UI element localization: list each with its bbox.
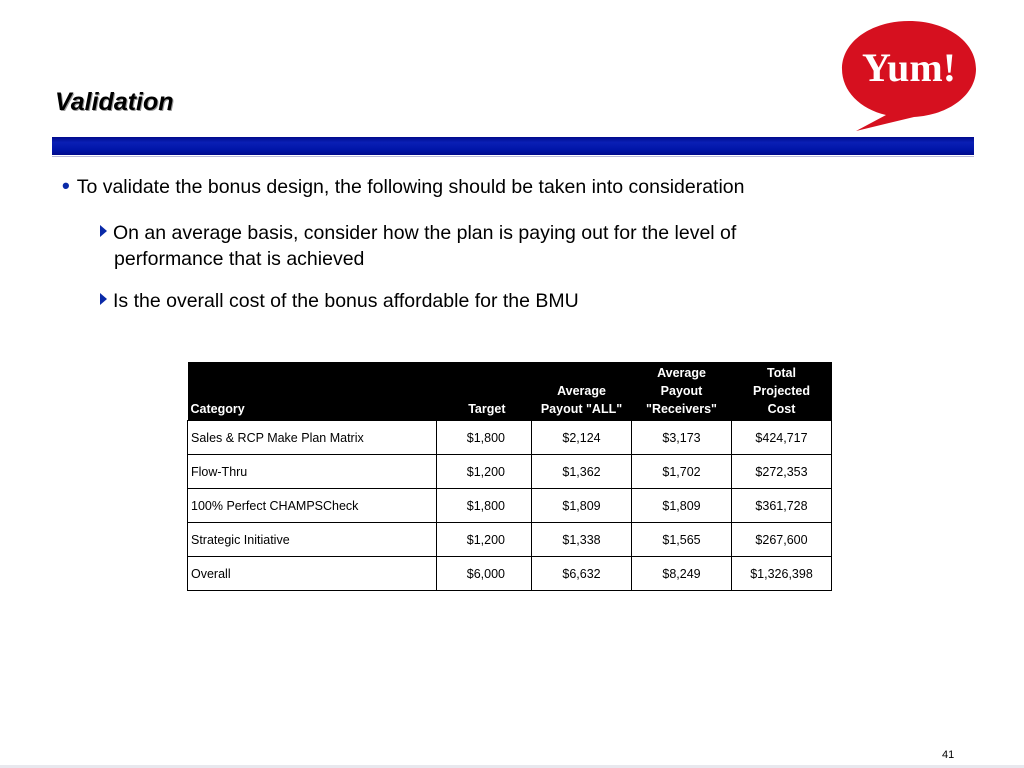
cell-average-all: $2,124	[532, 421, 632, 455]
cell-total-cost: $272,353	[732, 455, 832, 489]
header-total-projected-cost: Total Projected Cost	[732, 362, 832, 421]
header-average-payout-receivers: Average Payout "Receivers"	[632, 362, 732, 421]
cell-average-receivers: $3,173	[632, 421, 732, 455]
cell-total-cost: $1,326,398	[732, 557, 832, 591]
cell-target: $1,200	[437, 455, 532, 489]
table-row	[188, 523, 832, 557]
main-bullet-text: To validate the bonus design, the following should be taken into consideration	[76, 176, 745, 198]
table-row	[188, 489, 832, 523]
table-row	[188, 421, 832, 455]
cell-average-receivers: $1,565	[632, 523, 732, 557]
header-category: Category	[188, 362, 437, 421]
slide-title: Validation	[55, 88, 174, 116]
cell-average-receivers: $1,702	[632, 455, 732, 489]
title-rule-bar	[52, 137, 974, 155]
yum-logo	[834, 15, 984, 135]
cell-total-cost: $361,728	[732, 489, 832, 523]
bullet-dot-icon: •	[62, 173, 70, 198]
logo-text: Yum!	[861, 45, 957, 90]
cell-target: $1,800	[437, 421, 532, 455]
sub-bullet-2-text: Is the overall cost of the bonus affordable for the BMU	[113, 290, 579, 312]
header-target: Target	[437, 362, 532, 421]
sub-bullet-1-line2: performance that is achieved	[114, 248, 365, 270]
cell-target: $6,000	[437, 557, 532, 591]
sub-bullet-2	[100, 288, 579, 314]
cell-target: $1,200	[437, 523, 532, 557]
cell-category: 100% Perfect CHAMPSCheck	[188, 489, 437, 523]
cell-category: Strategic Initiative	[188, 523, 437, 557]
table-header-row	[188, 362, 832, 421]
bonus-validation-table	[187, 362, 832, 591]
cell-average-receivers: $8,249	[632, 557, 732, 591]
cell-category: Sales & RCP Make Plan Matrix	[188, 421, 437, 455]
sub-bullet-1	[100, 220, 880, 272]
cell-category: Overall	[188, 557, 437, 591]
arrow-right-icon	[100, 225, 107, 237]
cell-average-all: $1,362	[532, 455, 632, 489]
cell-category: Flow-Thru	[188, 455, 437, 489]
table-row	[188, 455, 832, 489]
arrow-right-icon	[100, 293, 107, 305]
header-average-payout-all: Average Payout "ALL"	[532, 362, 632, 421]
main-bullet	[62, 174, 745, 199]
cell-average-receivers: $1,809	[632, 489, 732, 523]
cell-average-all: $6,632	[532, 557, 632, 591]
cell-average-all: $1,338	[532, 523, 632, 557]
page-number: 41	[942, 749, 955, 761]
title-rule-shadow	[52, 156, 974, 157]
sub-bullet-1-line1: On an average basis, consider how the plan is paying out for the level of	[113, 222, 737, 244]
table-row	[188, 557, 832, 591]
cell-total-cost: $267,600	[732, 523, 832, 557]
cell-average-all: $1,809	[532, 489, 632, 523]
cell-target: $1,800	[437, 489, 532, 523]
cell-total-cost: $424,717	[732, 421, 832, 455]
